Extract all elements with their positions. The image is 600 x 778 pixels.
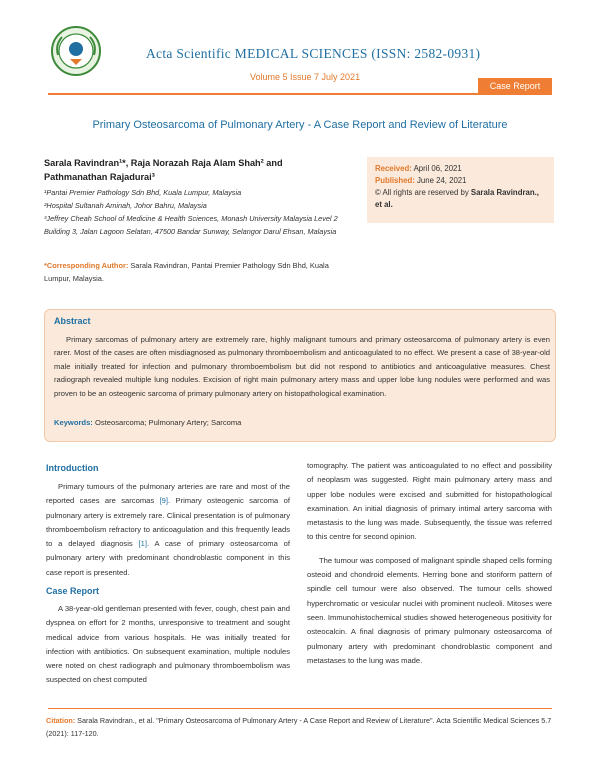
reference-link[interactable]: [9]: [159, 496, 169, 506]
received-date: April 06, 2021: [413, 164, 462, 173]
right-column-text: [307, 459, 552, 668]
intro-text-part: . A case of primary osteosarcoma of pulmonary artery with predominant chondroblastic component in this case report is presented.: [46, 539, 290, 577]
paragraph: tomography. The patient was anticoagulated to no effect and possibility of neoplasm was suggested. Right main pulmonary artery mass and upper lobe nodules were excised and submitted for histopathological examination. An initial diagnosis of primary intimal artery sarcoma with metastasis to the lung was made. Subsequently, the tissue was referred to this centre for second opinion.: [307, 461, 552, 542]
author-line: Pathmanathan Rajadurai³: [44, 172, 155, 182]
header-divider: [48, 93, 552, 95]
affiliation: ²Hospital Sultanah Aminah, Johor Bahru, Malaysia: [44, 201, 207, 210]
published-label: Published:: [375, 176, 415, 185]
citation: [46, 714, 558, 740]
volume-info: Volume 5 Issue 7 July 2021: [250, 72, 361, 82]
affiliation: ³Jeffrey Cheah School of Medicine & Health Sciences, Monash University Malaysia Level 2 Building 3, Jalan Lagoon Selatan, 47500 Bandar Sunway, Selangor Darul Ehsan, Malaysia: [44, 214, 338, 236]
journal-title: Acta Scientific MEDICAL SCIENCES (ISSN: 2582-0931): [146, 46, 481, 61]
reference-link[interactable]: [1]: [138, 539, 147, 549]
intro-text-part: . Primary osteogenic sarcoma of pulmonary artery is extremely rare. Clinical presentation is of pulmonary thromboembolism refractory to anticoagulation and this frequently leads to a delayed diagnosis: [46, 496, 291, 549]
citation-label: Citation:: [46, 716, 76, 725]
keywords: [54, 418, 241, 427]
keywords-text: Osteosarcoma; Pulmonary Artery; Sarcoma: [94, 418, 242, 427]
corresponding-author-label: *Corresponding Author:: [44, 261, 129, 270]
citation-text: Sarala Ravindran., et al. "Primary Osteosarcoma of Pulmonary Artery - A Case Report and Review of Literature". Acta Scientific Medical Sciences 5.7 (2021): 117-120.: [46, 716, 552, 738]
footer-divider: [48, 708, 552, 709]
abstract-text: Primary sarcomas of pulmonary artery are extremely rare, highly malignant tumours and primary osteosarcoma of pulmonary artery is even rarer. Most of the cases are often misdiagnosed as pulmonary thromboembolism and anticoagulated to no effect. We present a case of 38-year-old male initially treated for infection and pulmonary thromboembolism but did not respond to antibiotics and anticoagulative measures. Chest radiograph revealed multiple lung nodules. Excision of right main pulmonary artery mass and upper lobe lung nodules were performed and was proven to be an osteogenic sarcoma of primary pulmonary artery on histopathological examination.: [54, 335, 550, 398]
article-type-badge: Case Report: [478, 78, 552, 94]
case-report-heading: Case Report: [46, 586, 100, 596]
introduction-heading: Introduction: [46, 463, 99, 473]
abstract-heading: Abstract: [54, 316, 91, 326]
introduction-text: [46, 480, 290, 580]
journal-logo-icon: [50, 25, 102, 77]
paragraph: A 38-year-old gentleman presented with fever, cough, chest pain and dyspnea on effort for 2 months, unresponsive to treatment and sought medical advice from various hospitals. He was initially treated for infection with antibiotics. On subsequent examination, multiple nodules were noted on chest radiograph and pulmonary thromboembolism was suspected on chest computed: [46, 604, 290, 685]
keywords-label: Keywords:: [54, 418, 93, 427]
author-list: [44, 156, 304, 184]
corresponding-author-text: Sarala Ravindran, Pantai Premier Pathology Sdn Bhd, Kuala Lumpur, Malaysia.: [44, 261, 329, 283]
case-report-text: [46, 602, 290, 688]
intro-text-part: Primary tumours of the pulmonary arteries are rare and most of the reported cases are sarcomas: [46, 482, 290, 506]
corresponding-author: [44, 259, 349, 285]
published-date: June 24, 2021: [417, 176, 467, 185]
dates-box: [367, 157, 554, 223]
received-label: Received:: [375, 164, 412, 173]
paragraph: The tumour was composed of malignant spindle shaped cells forming osteoid and chondroid elements. Herring bone and storiform pattern of spindle cell tumour were also observed. The tumour cells showed hyperchromatic or vesicular nuclei with prominent nucleoli. Mitoses were seen. Immunohistochemical studies showed heterogeneous positivity for osteocalcin. A final diagnosis of primary pulmonary osteosarcoma of pulmonary artery with predominant chondroblastic component and metastases to the lung was made.: [307, 555, 552, 665]
author-line: Sarala Ravindran¹*, Raja Norazah Raja Alam Shah² and: [44, 158, 283, 168]
affiliation: ¹Pantai Premier Pathology Sdn Bhd, Kuala Lumpur, Malaysia: [44, 188, 242, 197]
rights-holder: Sarala Ravindran., et al.: [375, 188, 539, 209]
article-title: Primary Osteosarcoma of Pulmonary Artery - A Case Report and Review of Literature: [92, 119, 508, 131]
rights-text: © All rights are reserved by: [375, 188, 469, 197]
